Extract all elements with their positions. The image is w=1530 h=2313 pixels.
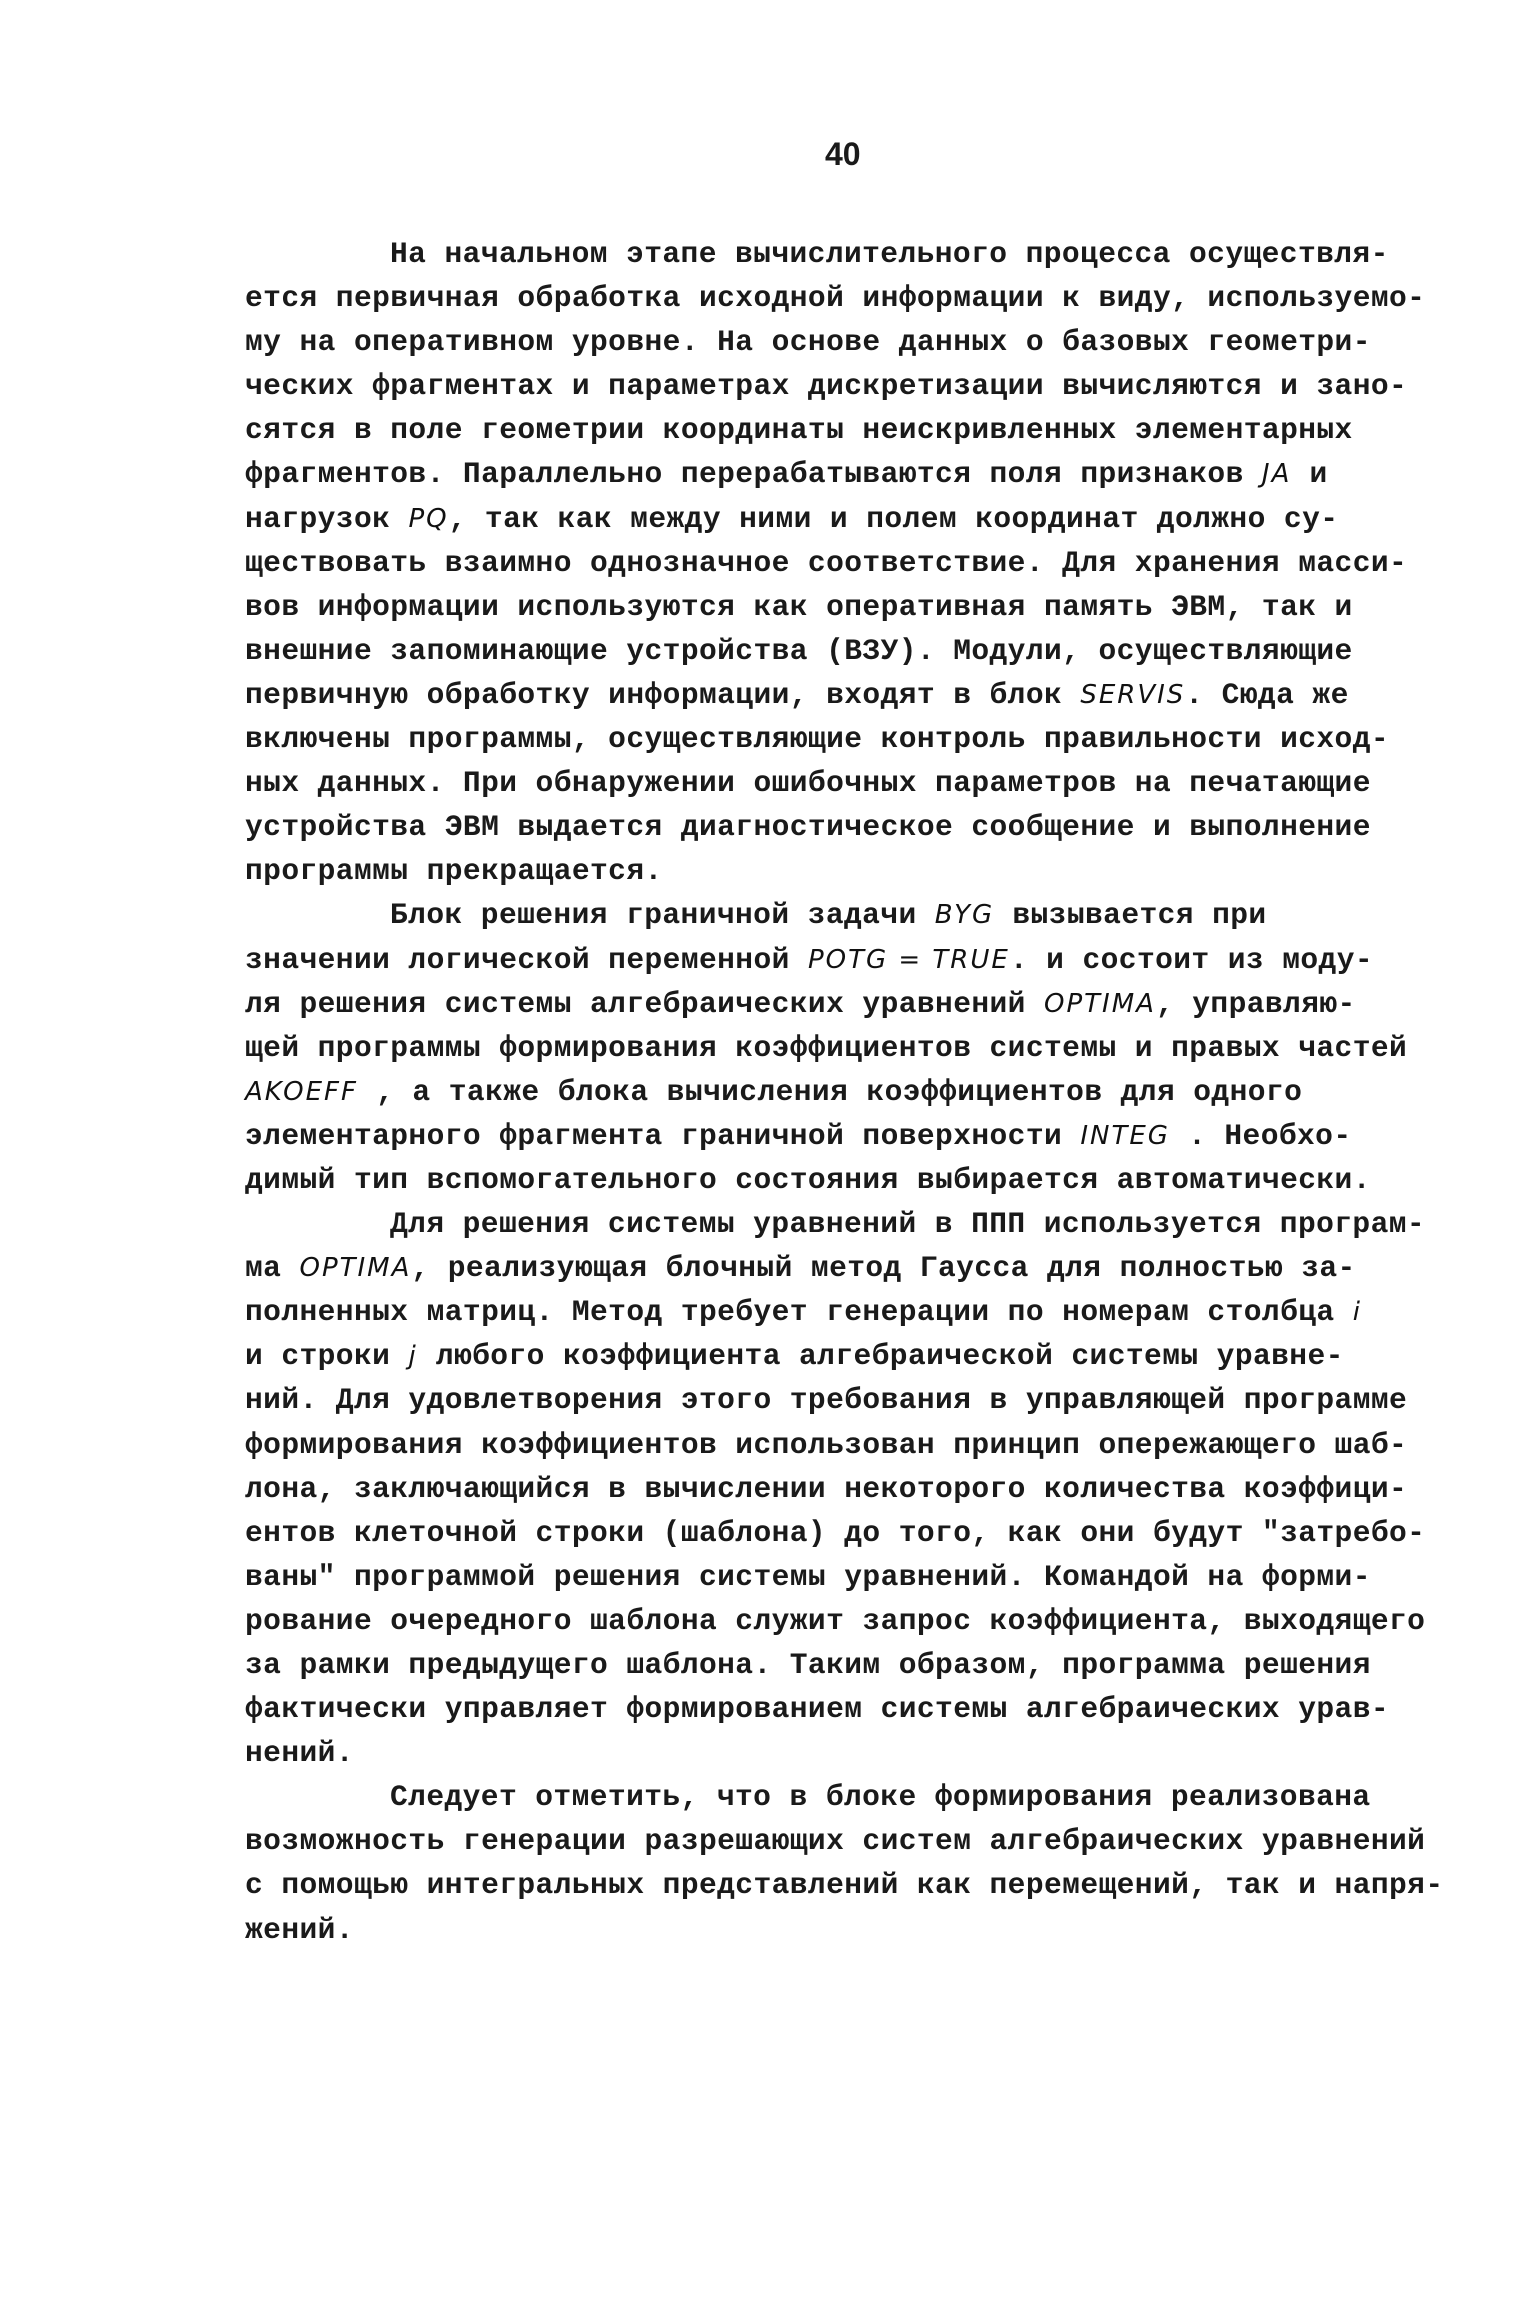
text-line [245, 761, 1435, 805]
line-text: щей программы формирования коэффициентов системы и правых частей [245, 1030, 1408, 1065]
text-line [245, 1819, 1435, 1863]
text-line [245, 320, 1435, 364]
text-line [245, 1687, 1435, 1731]
text-line [245, 1467, 1435, 1511]
line-text: внешние запоминающие устройства (ВЗУ). Модули, осуществляющие [245, 633, 1353, 668]
line-text: . Сюда же [1185, 677, 1349, 712]
line-text: и [1291, 457, 1328, 492]
line-text: ваны" программой решения системы уравнений. Командой на форми- [245, 1559, 1371, 1594]
line-text: жений. [245, 1912, 354, 1947]
text-line [245, 1775, 1435, 1819]
text-line [245, 1334, 1435, 1378]
line-text: ентов клеточной строки (шаблона) до того, как они будут "затребо- [245, 1515, 1426, 1550]
text-line [245, 541, 1435, 585]
line-text: сятся в поле геометрии координаты неискривленных элементарных [245, 413, 1353, 448]
handwritten-identifier: BYG [934, 900, 995, 931]
text-line [245, 1555, 1435, 1599]
text-line [245, 893, 1435, 937]
line-text: устройства ЭВМ выдается диагностическое сообщение и выполнение [245, 810, 1371, 845]
text-line [245, 1599, 1435, 1643]
line-text: Следует отметить, что в блоке формирования реализована [390, 1780, 1371, 1815]
line-text: ных данных. При обнаружении ошибочных параметров на печатающие [245, 766, 1371, 801]
text-line [245, 276, 1435, 320]
text-line [245, 1246, 1435, 1290]
line-text: включены программы, осуществляющие контроль правильности исход- [245, 722, 1390, 757]
text-line [245, 1290, 1435, 1334]
page-number: 40 [825, 136, 861, 172]
line-text: формирования коэффициентов использован принцип опережающего шаб- [245, 1427, 1408, 1462]
line-text: возможность генерации разрешающих систем алгебраических уравнений [245, 1824, 1426, 1859]
line-text: димый тип вспомогательного состояния выбирается автоматически. [245, 1162, 1371, 1197]
text-line [245, 452, 1435, 496]
line-text: ществовать взаимно однозначное соответствие. Для хранения масси- [245, 545, 1408, 580]
line-text: , так как между ними и полем координат должно су- [448, 501, 1339, 536]
line-text: му на оперативном уровне. На основе данных о базовых геометри- [245, 325, 1371, 360]
text-line [245, 1158, 1435, 1202]
text-line [245, 673, 1435, 717]
line-text: Для решения системы уравнений в ППП используется програм- [390, 1207, 1426, 1242]
line-text: рование очередного шаблона служит запрос коэффициента, выходящего [245, 1603, 1426, 1638]
text-line [245, 1202, 1435, 1246]
text-line [245, 232, 1435, 276]
line-text: Блок решения граничной задачи [390, 898, 935, 933]
line-text: вов информации используются как оперативная память ЭВМ, так и [245, 589, 1353, 624]
text-line [245, 717, 1435, 761]
handwritten-identifier: SERVIS [1080, 679, 1186, 710]
line-text: нагрузок [245, 501, 409, 536]
line-text: ческих фрагментах и параметрах дискретизации вычисляются и зано- [245, 369, 1408, 404]
line-text: нений. [245, 1736, 354, 1771]
text-line [245, 1731, 1435, 1775]
line-text: любого коэффициента алгебраической системы уравне- [417, 1339, 1344, 1374]
handwritten-identifier: PQ [408, 503, 449, 534]
text-line [245, 1378, 1435, 1422]
body-text [245, 232, 1444, 1952]
line-text: фактически управляет формированием системы алгебраических урав- [245, 1692, 1390, 1727]
text-line [245, 1070, 1435, 1114]
text-line [245, 849, 1435, 893]
text-line [245, 1908, 1435, 1952]
handwritten-identifier: OPTIMA [1044, 988, 1156, 1019]
text-line [245, 1863, 1444, 1907]
line-text: , а также блока вычисления коэффициентов для одного [357, 1074, 1303, 1109]
line-text: . Необхо- [1169, 1118, 1352, 1153]
handwritten-identifier: POTG = TRUE [807, 944, 1010, 975]
text-line [245, 982, 1435, 1026]
text-line [245, 585, 1435, 629]
handwritten-identifier: JA [1261, 459, 1292, 490]
line-text: элементарного фрагмента граничной поверхности [245, 1118, 1081, 1153]
text-line [245, 1511, 1435, 1555]
text-line [245, 1423, 1435, 1467]
text-line [245, 805, 1435, 849]
handwritten-identifier: INTEG [1080, 1120, 1170, 1151]
text-line [245, 1114, 1435, 1158]
line-text: первичную обработку информации, входят в блок [245, 677, 1081, 712]
line-text: значении логической переменной [245, 942, 808, 977]
text-line [245, 629, 1435, 673]
text-line [245, 408, 1435, 452]
line-text: полненных матриц. Метод требует генерации по номерам столбца [245, 1295, 1353, 1330]
text-line [245, 364, 1435, 408]
line-text: ля решения системы алгебраических уравнений [245, 986, 1045, 1021]
handwritten-identifier: AKOEFF [245, 1076, 358, 1107]
line-text: На начальном этапе вычислительного процесса осуществля- [390, 237, 1389, 271]
line-text: . и состоит из моду- [1009, 942, 1374, 977]
handwritten-identifier: j [408, 1341, 418, 1372]
line-text: , управляю- [1155, 986, 1356, 1021]
text-line [245, 1643, 1435, 1687]
line-text: за рамки предыдущего шаблона. Таким образом, программа решения [245, 1648, 1371, 1682]
text-line [245, 1026, 1435, 1070]
line-text: ма [245, 1251, 300, 1286]
line-text: и строки [245, 1339, 409, 1374]
handwritten-identifier: i [1352, 1297, 1362, 1328]
line-text: фрагментов. Параллельно перерабатываются поля признаков [245, 457, 1262, 492]
line-text: вызывается при [994, 898, 1267, 933]
line-text: лона, заключающийся в вычислении некоторого количества коэффици- [245, 1471, 1408, 1506]
line-text: ний. Для удовлетворения этого требования в управляющей программе [245, 1383, 1408, 1418]
line-text: , реализующая блочный метод Гаусса для полностью за- [411, 1251, 1356, 1286]
line-text: программы прекращается. [245, 854, 663, 889]
text-line [245, 497, 1435, 541]
handwritten-identifier: OPTIMA [299, 1253, 412, 1284]
line-text: с помощью интегральных представлений как перемещений, так и напря- [245, 1868, 1444, 1903]
line-text: ется первичная обработка исходной информации к виду, используемо- [245, 281, 1426, 316]
text-line [245, 938, 1435, 982]
